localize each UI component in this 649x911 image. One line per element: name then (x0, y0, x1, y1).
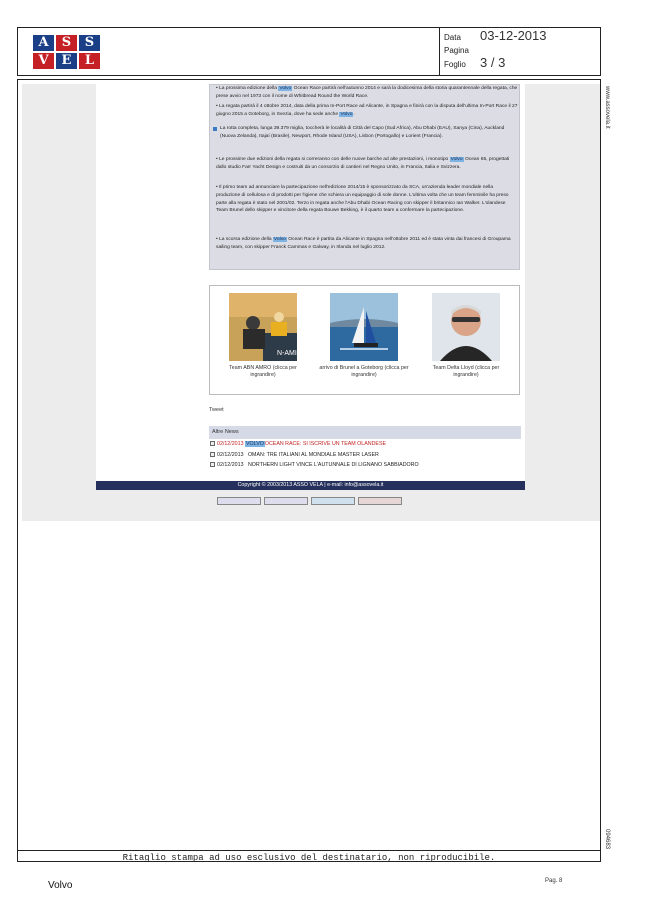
article-paragraph: • Le prossime due edizioni della regata si correranno con delle nuove barche ad alte prestazioni, i monotipo Volvo Ocean 65, progettati dallo studio Farr Yacht Design e costruiti da un consorzio di cantieri nel Regno Unito, in Francia, Italia e Svizzera. (216, 157, 510, 170)
other-news-title: Altre News (212, 429, 239, 435)
footer-keyword: Volvo (48, 880, 73, 891)
validator-badge[interactable] (358, 497, 402, 505)
photo-caption[interactable]: Team Delta Lloyd (clicca per ingrandire) (432, 365, 500, 378)
news-item[interactable]: 02/12/2013 VOLVOOCEAN RACE: SI ISCRIVE UN TEAM OLANDESE (210, 441, 386, 448)
article-paragraph: • La scorsa edizione della Volvo Ocean Race è partita da Alicante in Spagna nell'ottobre 2011 ed è stata vinta dai francesi di Groupama sailing team, con skipper Franck Cammas e Galway, in Irlanda nel luglio 2012. (216, 237, 511, 250)
date-label: Data (444, 33, 461, 42)
page-label: Pagina (444, 46, 469, 55)
news-item[interactable]: 02/12/2013 OMAN: TRE ITALIANI AL MONDIALE MASTER LASER (210, 452, 379, 459)
date-value: 03-12-2013 (480, 28, 547, 43)
side-code: 094683 (604, 829, 610, 850)
footer-page-number: Pag. 8 (545, 878, 563, 884)
other-news-header (209, 426, 521, 439)
photo-brunel-goteborg[interactable] (330, 293, 398, 361)
header-divider (439, 27, 440, 76)
photo-abn-amro[interactable] (229, 293, 297, 361)
photo-caption[interactable]: arrivo di Brunel a Goteborg (clicca per ingrandire) (319, 365, 409, 378)
news-item[interactable]: 02/12/2013 NORTHERN LIGHT VINCE L'AUTUNNALE DI LIGNANO SABBIADORO (210, 462, 419, 469)
disclaimer-text: Ritaglio stampa ad uso esclusivo del destinatario, non riproducibile. (122, 853, 496, 863)
photo-delta-lloyd[interactable] (432, 293, 500, 361)
assovela-logo: A S S V E L (33, 35, 101, 69)
bullet-icon (213, 127, 217, 131)
article-paragraph: La rotta completa, lunga 39.379 miglia, toccherà le località di Città del Capo (Sud Africa), Abu Dhabi (EAU), Sanya (Cina), Auckland (Nuova Zelanda), Itajaí (Brasile), Newport, Rhode Island (USA), Lisbon (Portogallo) e Lorient (Francia). (220, 126, 505, 139)
validator-badge[interactable] (264, 497, 308, 505)
validator-badge[interactable] (217, 497, 261, 505)
article-paragraph: • Il primo team ad annunciare la partecipazione nell'edizione 2014/15 è sponsorizzato da SCA, un'azienda leader mondiale nella produzione di cellulosa e di prodotti per l'igiene che schiera un equipaggio di sole donne. L'ultima volta che un team femminile ha preso parte alla regata è stato nel 2001/02. Terzo in regata anche l'Abu Dhabi Ocean Racing con skipper il britannico Ian Walker. L'olandese Team Brunel dello skipper e vincitore della regata Bouwe Bekking, è il quarto team a confermare la partecipazione. (216, 185, 509, 214)
checkbox-icon (210, 452, 215, 457)
article-paragraph: • La regata partirà il 4 ottobre 2014, data della prima In-Port Race ad Alicante, in Spagna e finirà con la disputa dell'ultima In-Port Race il 27 giugno 2015 a Goteborg, in Svezia, dove ha sede anche Volvo. (216, 104, 518, 117)
site-footer-text: Copyright © 2003/2013 ASSO VELA | e-mail: info@assovela.it (237, 482, 384, 488)
sheet-label: Foglio (444, 60, 466, 69)
checkbox-icon (210, 462, 215, 467)
tweet-button[interactable]: Tweet (209, 407, 224, 413)
svg-text:N-AMI: N-AMI (277, 350, 297, 357)
checkbox-icon (210, 441, 215, 446)
sheet-value: 3 / 3 (480, 55, 506, 70)
photo-caption[interactable]: Team ABN AMRO (clicca per ingrandire) (229, 365, 297, 378)
article-paragraph: • La prossima edizione della Volvo Ocean Race partirà nell'autunno 2014 e sarà la dodicesima della storia quarantennale della regata, che prese avvio nel 1973 con il nome di Whitbread Round the World Race. (216, 86, 518, 99)
side-url: www.assovela.it (604, 86, 610, 129)
validator-badge[interactable] (311, 497, 355, 505)
